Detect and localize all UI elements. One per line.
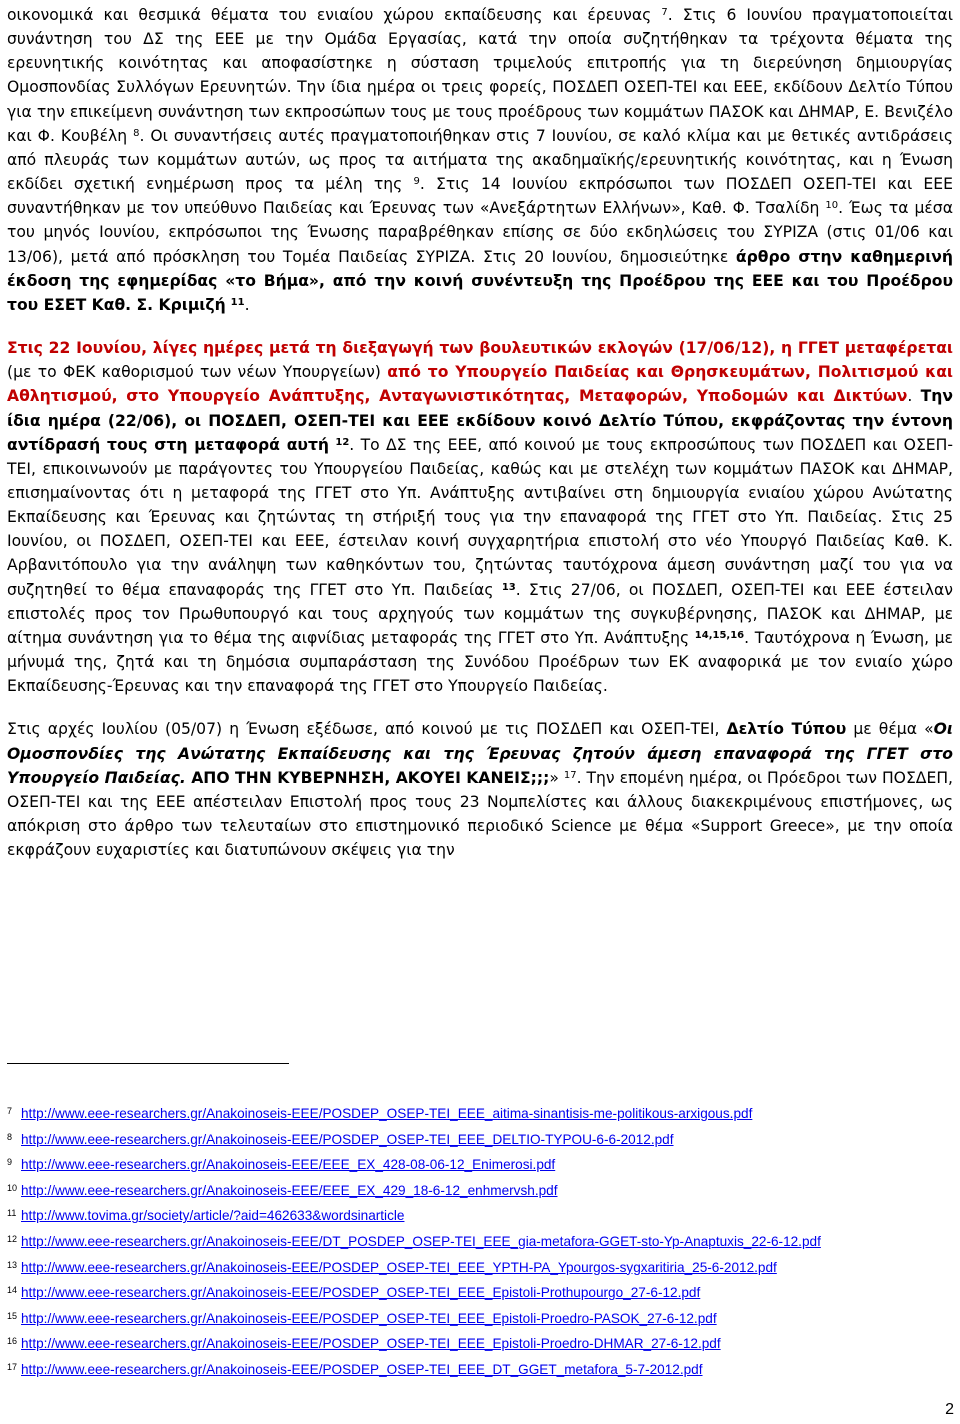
p3-bold-press-release: Δελτίο Τύπου: [726, 720, 847, 739]
p2-red-bold-2: από το Υπουργείο Παιδείας και Θρησκευμάτων, Πολιτισμού και Αθλητισμού, στο Υπουργείο Ανάπτυξης, Ανταγωνιστικότητας, Μεταφορών, Υποδομών και Δικτύων: [7, 363, 954, 406]
p3-text-3: »: [549, 768, 559, 787]
p1-text-3: . Οι συναντήσεις αυτές πραγματοποιήθηκαν στις 7 Ιουνίου, σε καλό κλίμα και με θετικές αντιδράσεις από πλευράς των κομμάτων αυτών, ως προς τα αιτήματα της ακαδημαϊκής/ερευνητικής κοινότητας, και η Ένωση εκδίδει σχετική ενημέρωση προς τα μέλη της: [7, 126, 953, 194]
footnote-ref-10[interactable]: 10: [825, 200, 839, 212]
p2-text-5: . Ταυτόχρονα η Ένωση, με μήνυμά της, ζητά και τη δημόσια συμπαράσταση της Συνόδου Προέδρων των ΕΚ αναφορικά με τον ενιαίο χώρο Εκπαίδευσης-Έρευνας και την επαναφορά της ΓΓΕΤ στο Υπουργείο Παιδείας.: [7, 628, 953, 696]
footnote-number: 12: [7, 1233, 18, 1244]
p2-bold-1: Την ίδια ημέρα (22/06), οι ΠΟΣΔΕΠ, ΟΣΕΠ-ΤΕΙ και ΕΕΕ εκδίδουν κοινό Δελτίο Τύπου, εκφράζοντας την έντονη αντίδρασή τους στη μεταφορά αυτή: [7, 387, 954, 454]
page-number: 2: [945, 1401, 954, 1418]
footnote-number: 7: [7, 1106, 13, 1116]
footnotes: [7, 1102, 953, 1384]
footnote-number: 17: [7, 1361, 18, 1372]
p2-text-2: .: [907, 387, 921, 406]
footnote-link[interactable]: http://www.eee-researchers.gr/Anakoinoseis-EEE/POSDEP_OSEP-TEI_EEE_Epistoli-Proedro-DHMAR_27-6-12.pdf: [21, 1336, 721, 1352]
footnote-link[interactable]: http://www.tovima.gr/society/article/?aid=462633&wordsinarticle: [21, 1208, 405, 1224]
p2-red-bold-1: Στις 22 Ιουνίου, λίγες ημέρες μετά τη διεξαγωγή των βουλευτικών εκλογών (17/06/12), η ΓΓΕΤ μεταφέρεται: [7, 339, 953, 358]
p1-text-4: . Στις 14 Ιουνίου εκπρόσωποι των ΠΟΣΔΕΠ ΟΣΕΠ-ΤΕΙ και ΕΕΕ συναντήθηκαν με τον υπεύθυνο Παιδείας και Έρευνας των «Ανεξάρτητων Ελλήνων», Καθ. Φ. Τσαλίδη: [7, 175, 953, 218]
footnote: [7, 1358, 953, 1384]
footnote: [7, 1281, 953, 1307]
footnote-link[interactable]: http://www.eee-researchers.gr/Anakoinoseis-EEE/EEE_EX_428-08-06-12_Enimerosi.pdf: [21, 1157, 556, 1173]
document-page: [7, 0, 954, 1377]
footnote-number: 10: [7, 1182, 18, 1193]
footnote-separator: [7, 1063, 289, 1064]
footnote-number: 13: [7, 1259, 18, 1270]
p1-text-2: . Στις 6 Ιουνίου πραγματοποιείται συνάντηση του ΔΣ της ΕΕΕ με την Ομάδα Εργασίας, κατά την οποία συζητήθηκαν τα τρέχοντα θέματα της ερευνητικής κοινότητας και αποφασίστηκε η σύσταση τριμελούς επιτροπής για τη διερεύνηση δημιουργίας Ομοσπονδίας Συλλόγων Ερευνητών. Την ίδια ημέρα οι τρεις φορείς, ΠΟΣΔΕΠ ΟΣΕΠ-ΤΕΙ και ΕΕΕ, εκδίδουν Δελτίο Τύπου για την επικείμενη συνάντηση των εκπροσώπων τους με τους προέδρους των κομμάτων ΠΑΣΟΚ και ΔΗΜΑΡ, Ε. Βενιζέλο και Φ. Κουβέλη: [7, 6, 953, 145]
footnote-number: 11: [7, 1208, 17, 1219]
footnote-ref-13[interactable]: 13: [501, 581, 516, 593]
p3-text-4: . Την επομένη ημέρα, οι Πρόεδροι των ΠΟΣΔΕΠ, ΟΣΕΠ-ΤΕΙ και της ΕΕΕ απέστειλαν Επιστολή προς τους 23 Νομπελίστες και άλλους διακεκριμένους επιστήμονες, ως απόκριση στο άρθρο των τελευταίων στο επιστημονικό περιοδικό Science με θέμα «Support Greece», με την οποία εκφράζουν ευχαριστίες και διατυπώνουν σκέψεις για την: [7, 768, 954, 860]
footnote-ref-14-16[interactable]: 14,15,16: [694, 629, 745, 641]
paragraph-1: [7, 0, 953, 317]
footnote: [7, 1179, 953, 1205]
p3-bold-italic-title: Οι Ομοσπονδίες της Ανώτατης Εκπαίδευσης και της Έρευνας ζητούν άμεση επαναφορά της ΓΓΕΤ στο Υπουργείο Παιδείας.: [7, 720, 953, 787]
paragraph-3: [7, 714, 953, 862]
p1-text-1: οικονομικά και θεσμικά θέματα του ενιαίου χώρου εκπαίδευσης και έρευνας: [7, 6, 652, 24]
footnote-link[interactable]: http://www.eee-researchers.gr/Anakoinoseis-EEE/POSDEP_OSEP-TEI_EEE_Epistoli-Proedro-PASOK_27-6-12.pdf: [21, 1310, 717, 1326]
footnote-link[interactable]: http://www.eee-researchers.gr/Anakoinoseis-EEE/EEE_EX_429_18-6-12_enhmervsh.pdf: [21, 1182, 558, 1198]
footnote-ref-12[interactable]: 12: [335, 436, 350, 448]
footnote-link[interactable]: http://www.eee-researchers.gr/Anakoinoseis-EEE/DT_POSDEP_OSEP-TEI_EEE_gia-metafora-GGET-sto-Yp-Anaptuxis_22-6-12.pdf: [21, 1233, 821, 1249]
p2-text-1: (με το ΦΕΚ καθορισμού των νέων Υπουργείων): [7, 363, 388, 382]
footnote-number: 14: [7, 1285, 18, 1296]
footnote-ref-11[interactable]: 11: [230, 296, 245, 308]
p3-text-1: Στις αρχές Ιουλίου (05/07) η Ένωση εξέδωσε, από κοινού με τις ΠΟΣΔΕΠ και ΟΣΕΠ-ΤΕΙ,: [7, 720, 727, 739]
footnote-number: 16: [7, 1336, 18, 1347]
footnote-link[interactable]: http://www.eee-researchers.gr/Anakoinoseis-EEE/POSDEP_OSEP-TEI_EEE_DT_GGET_metafora_5-7-2012.pdf: [21, 1361, 703, 1377]
footnote: [7, 1102, 953, 1128]
footnote: [7, 1153, 953, 1179]
footnote: [7, 1307, 953, 1333]
paragraph-2: [7, 333, 953, 698]
footnote: [7, 1230, 953, 1256]
footnote-ref-9[interactable]: 9: [413, 176, 420, 188]
footnote-ref-17[interactable]: 17: [563, 769, 577, 781]
p1-text-6: .: [244, 295, 250, 314]
p1-text-5: . Έως τα μέσα του μηνός Ιουνίου, εκπρόσωποι της Ένωσης παραβρέθηκαν επίσης σε δύο εκδηλώσεις του ΣΥΡΙΖΑ (στις 01/06 και 13/06), μετά από πρόσκληση του Τομέα Παιδείας ΣΥΡΙΖΑ. Στις 20 Ιουνίου, δημοσιεύτηκε: [7, 199, 953, 266]
footnote: [7, 1128, 953, 1154]
footnote-ref-7[interactable]: 7: [661, 7, 668, 18]
footnote-number: 9: [7, 1157, 13, 1168]
p2-text-4: . Στις 27/06, οι ΠΟΣΔΕΠ, ΟΣΕΠ-ΤΕΙ και ΕΕΕ έστειλαν επιστολές προς τον Πρωθυπουργό και τους αρχηγούς των κομμάτων της συγκυβέρνησης, ΠΑΣΟΚ και ΔΗΜΑΡ, με αίτημα συνάντηση για το θέμα της αιφνίδιας μεταφοράς της ΓΓΕΤ στο Υπ. Ανάπτυξης: [7, 580, 953, 647]
p3-text-2: με θέμα «: [846, 720, 934, 739]
footnote-link[interactable]: http://www.eee-researchers.gr/Anakoinoseis-EEE/POSDEP_OSEP-TEI_EEE_Epistoli-Prothupourgo_27-6-12.pdf: [21, 1285, 701, 1301]
footnote-ref-8[interactable]: 8: [133, 127, 140, 139]
footnote-link[interactable]: http://www.eee-researchers.gr/Anakoinoseis-EEE/POSDEP_OSEP-TEI_EEE_DELTIO-TYPOU-6-6-2012.pdf: [21, 1131, 674, 1147]
footnote: [7, 1204, 953, 1230]
footnote-number: 8: [7, 1131, 13, 1142]
footnote: [7, 1256, 953, 1282]
p1-bold-article: άρθρο στην καθημερινή έκδοση της εφημερίδας «το Βήμα», από την κοινή συνέντευξη της Προέδρου της ΕΕΕ και του Προέδρου του ΕΣΕΤ Καθ. Σ. Κριμιζή: [7, 247, 953, 314]
footnote-link[interactable]: http://www.eee-researchers.gr/Anakoinoseis-EEE/POSDEP_OSEP-TEI_EEE_aitima-sinantisis-me-politikous-arxigous.pdf: [21, 1106, 753, 1121]
p3-bold-caps: ΑΠΟ ΤΗΝ ΚΥΒΕΡΝΗΣΗ, ΑΚΟΥΕΙ ΚΑΝΕΙΣ;;;: [185, 768, 550, 787]
p2-text-3: . Το ΔΣ της ΕΕΕ, από κοινού με τους εκπροσώπους των ΠΟΣΔΕΠ και ΟΣΕΠ-ΤΕΙ, επικοινωνούν με παράγοντες του Υπουργείου Παιδείας, καθώς και με στελέχη των κομμάτων ΠΑΣΟΚ και ΔΗΜΑΡ, επισημαίνοντας ότι η μεταφορά της ΓΓΕΤ στο Υπ. Ανάπτυξης αντιβαίνει στη δημιουργία ενιαίου χώρου Ανώτατης Εκπαίδευσης και Έρευνας και ζητώντας τη στήριξή τους για την επαναφορά της ΓΓΕΤ στο Υπ. Παιδείας. Στις 25 Ιουνίου, οι ΠΟΣΔΕΠ, ΟΣΕΠ-ΤΕΙ και ΕΕΕ, έστειλαν κοινή συγχαρητήρια επιστολή στο νέο Υπουργό Παιδείας Καθ. Κ. Αρβανιτόπουλο για την ανάληψη των καθηκόντων του, ζητώντας ταυτόχρονα άμεση συνάντηση μαζί του για να συζητηθεί το θέμα επαναφοράς της ΓΓΕΤ στο Υπ. Παιδείας: [7, 435, 954, 599]
footnote-number: 15: [7, 1310, 18, 1321]
footnote: [7, 1332, 953, 1358]
footnote-link[interactable]: http://www.eee-researchers.gr/Anakoinoseis-EEE/POSDEP_OSEP-TEI_EEE_YPTH-PA_Ypourgos-sygxaritiria_25-6-2012.pdf: [21, 1259, 777, 1275]
